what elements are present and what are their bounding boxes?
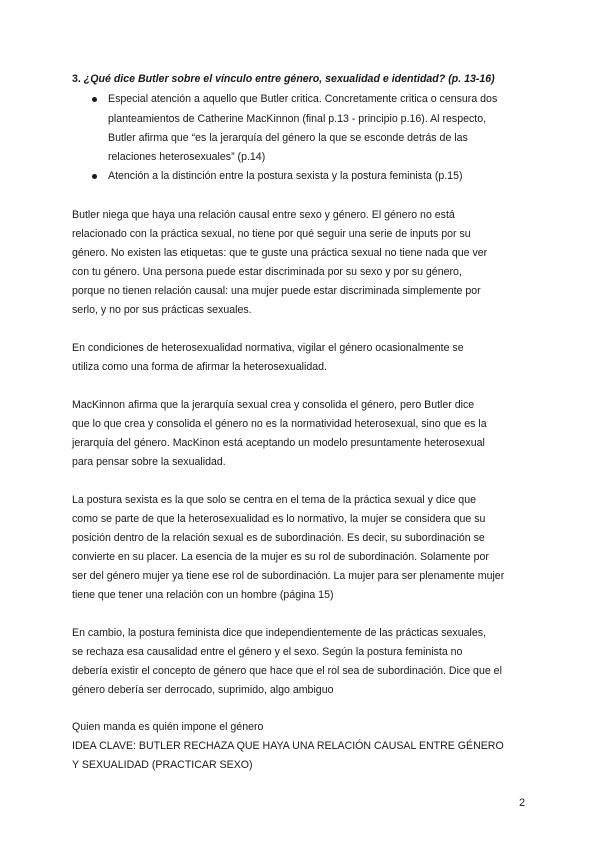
- paragraph-3-line-2: que lo que crea y consolida el género no es la normatividad heterosexual, sino que es la: [72, 418, 487, 430]
- page-number: 2: [519, 797, 526, 809]
- bullet-marker: [92, 97, 97, 102]
- section-heading: [72, 72, 495, 86]
- paragraph-5-line-1: En cambio, la postura feminista dice que independientemente de las prácticas sexuales,: [72, 627, 486, 639]
- paragraph-1-line-2: relacionado con la práctica sexual, no tiene por qué seguir una serie de inputs por su: [72, 228, 471, 240]
- paragraph-3-line-1: MacKinnon afirma que la jerarquía sexual crea y consolida el género, pero Butler dice: [72, 399, 475, 411]
- bullet-1-line-1: Especial atención a aquello que Butler critica. Concretamente critica o censura dos: [108, 93, 498, 105]
- paragraph-1-line-5: porque no tienen relación causal: una mujer puede estar discriminada simplemente por: [72, 285, 481, 297]
- paragraph-4-line-1: La postura sexista es la que solo se centra en el tema de la práctica sexual y dice que: [72, 494, 476, 506]
- key-idea-line-2: Y SEXUALIDAD (PRACTICAR SEXO): [72, 759, 253, 771]
- bullet-1-line-3: Butler afirma que “es la jerarquía del género la que se esconde detrás de las: [108, 132, 468, 144]
- paragraph-5-line-4: género debería ser derrocado, suprimido, algo ambiguo: [72, 684, 334, 696]
- paragraph-5-line-2: se rechaza esa causalidad entre el género y el sexo. Según la postura feminista no: [72, 646, 463, 658]
- section-title: ¿Qué dice Butler sobre el vínculo entre género, sexualidad e identidad? (p. 13-16): [83, 73, 495, 85]
- paragraph-5-line-3: debería existir el concepto de género que hace que el rol sea de subordinación. Dice que el: [72, 665, 502, 677]
- bullet-2-line-1: Atención a la distinción entre la postura sexista y la postura feminista (p.15): [108, 170, 463, 182]
- key-idea-line-1: IDEA CLAVE: BUTLER RECHAZA QUE HAYA UNA RELACIÓN CAUSAL ENTRE GÉNERO: [72, 740, 504, 752]
- paragraph-1-line-1: Butler niega que haya una relación causal entre sexo y género. El género no está: [72, 209, 455, 221]
- bullet-1-line-2: planteamientos de Catherine MacKinnon (final p.13 - principio p.16). Al respecto,: [108, 113, 487, 125]
- paragraph-2-line-1: En condiciones de heterosexualidad normativa, vigilar el género ocasionalmente se: [72, 342, 464, 354]
- paragraph-1-line-3: género. No existen las etiquetas: que te guste una práctica sexual no tiene nada que ver: [72, 247, 488, 259]
- section-number: 3.: [72, 73, 81, 85]
- paragraph-4-line-5: ser del género mujer ya tiene ese rol de subordinación. La mujer para ser plenamente mujer: [72, 570, 505, 582]
- paragraph-1-line-4: con tu género. Una persona puede estar discriminada por su sexo y por su género,: [72, 266, 462, 278]
- paragraph-4-line-3: posición dentro de la relación sexual es de subordinación. Es decir, su subordinación se: [72, 532, 485, 544]
- paragraph-4-line-6: tiene que tener una relación con un hombre (página 15): [72, 589, 334, 601]
- paragraph-4-line-4: convierte en su placer. La esencia de la mujer es su rol de subordinación. Solamente por: [72, 551, 489, 563]
- closing-line-1: Quien manda es quién impone el género: [72, 721, 264, 733]
- bullet-1-line-4: relaciones heterosexuales” (p.14): [108, 151, 266, 163]
- paragraph-3-line-4: para pensar sobre la sexualidad.: [72, 456, 226, 468]
- paragraph-3-line-3: jerarquía del género. MacKinon está aceptando un modelo presuntamente heterosexual: [72, 437, 485, 449]
- paragraph-2-line-2: utiliza como una forma de afirmar la heterosexualidad.: [72, 361, 327, 373]
- bullet-marker: [92, 174, 97, 179]
- paragraph-1-line-6: serlo, y no por sus prácticas sexuales.: [72, 304, 252, 316]
- paragraph-4-line-2: como se parte de que la heterosexualidad es lo normativo, la mujer se considera que su: [72, 513, 486, 525]
